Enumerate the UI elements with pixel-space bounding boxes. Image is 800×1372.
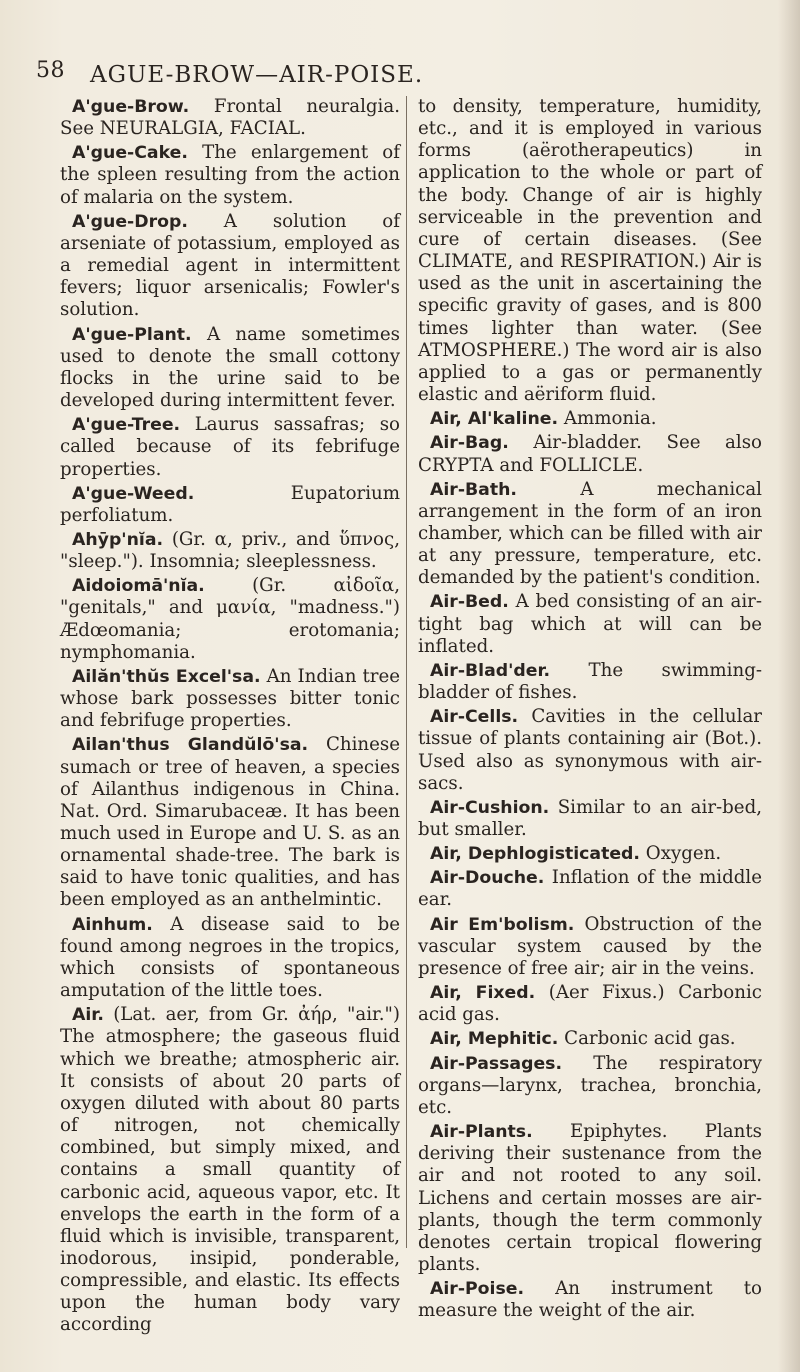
dictionary-entry (60, 1004, 400, 1336)
entry-definition: An Indian tree whose bark possesses bitter tonic and febrifuge properties. (60, 665, 400, 732)
entry-headword: Ahȳp'nĭa. (72, 529, 164, 550)
entry-headword: Air, Fixed. (430, 983, 536, 1004)
entry-definition: A bed consisting of an air-tight bag which at will can be inflated. (418, 591, 762, 657)
dictionary-entry (60, 666, 400, 732)
entry-definition: (Aer Fixus.) Carbonic acid gas. (418, 982, 762, 1026)
entry-headword: Ainhum. (72, 914, 153, 935)
dictionary-entry (418, 914, 762, 980)
entry-definition: to density, temperature, humidity, etc., and it is employed in various forms (aërotherapeutics) in application to the whole or part of the body. Change of air is highly serviceable in the prevention and cure of certain diseases. (See CLIMATE, and RESPIRATION.) Air is used as the unit in ascertaining the specific gravity of gases, and is 800 times lighter than water. (See ATMOSPHERE.) The word air is also applied to a gas or permanently elastic and aëriform fluid. (418, 96, 762, 406)
dictionary-entry (418, 408, 762, 430)
right-column (418, 96, 762, 1324)
entry-headword: A'gue-Tree. (72, 415, 181, 436)
dictionary-entry (418, 432, 762, 476)
entry-definition: Eupatorium perfoliatum. (60, 482, 400, 526)
dictionary-entry (60, 324, 400, 413)
page-edge-shadow (778, 0, 800, 1372)
entry-headword: Air-Cells. (430, 707, 519, 728)
entry-headword: Air-Poise. (430, 1279, 525, 1300)
entry-definition: Similar to an air-bed, but smaller. (418, 796, 762, 840)
entry-definition: A solution of arseniate of potassium, employed as a remedial agent in intermittent fevers; liquor arsenicalis; Fowler's solution. (60, 210, 400, 321)
entry-definition: Oxygen. (645, 843, 722, 865)
entry-definition: Carbonic acid gas. (564, 1028, 736, 1050)
entry-definition: (Lat. aer, from Gr. ἀήρ, "air.") The atmosphere; the gaseous fluid which we breathe; atmospheric air. It consists of about 20 parts of oxygen diluted with about 80 parts of nitrogen, not chemically combined, but simply mixed, and contains a small quantity of carbonic acid, aqueous vapor, etc. It envelops the earth in the form of a fluid which is invisible, transparent, inodorous, insipid, ponderable, compressible, and elastic. Its effects upon the human body vary according (60, 1004, 400, 1336)
dictionary-entry (418, 479, 762, 590)
dictionary-entry (418, 1278, 762, 1322)
entry-headword: Air-Blad'der. (430, 660, 551, 681)
entry-headword: A'gue-Plant. (72, 324, 192, 345)
entry-headword: Air-Cushion. (430, 797, 550, 818)
entry-definition: Air-bladder. See also CRYPTA and FOLLICLE. (418, 432, 762, 476)
running-head: AGUE-BROW—AIR-POISE. (90, 62, 424, 88)
column-divider (406, 96, 407, 1248)
entry-definition: Laurus sassafras; so called because of its febrifuge properties. (60, 414, 400, 480)
entry-headword: A'gue-Weed. (72, 483, 195, 504)
entry-definition: Inflation of the middle ear. (418, 867, 762, 911)
entry-headword: Air-Douche. (430, 868, 545, 889)
entry-definition: A name sometimes used to denote the small cottony flocks in the urine said to be developed during intermittent fever. (60, 323, 400, 412)
entry-definition: Ammonia. (563, 408, 657, 430)
left-column (60, 96, 400, 1339)
entry-headword: Air-Passages. (430, 1053, 563, 1074)
entry-definition: Epiphytes. Plants deriving their sustenance from the air and not rooted to any soil. Lichens and certain mosses are air-plants, though the term commonly denotes certain tropical flowering plants. (418, 1121, 762, 1275)
entry-definition: Chinese sumach or tree of heaven, a species of Ailanthus indigenous in China. Nat. Ord. Simarubaceæ. It has been much used in Europe and U. S. as an ornamental shade-tree. The bark is said to have tonic qualities, and has been employed as an anthelmintic. (60, 734, 400, 911)
dictionary-entry (60, 734, 400, 911)
dictionary-entry (60, 575, 400, 664)
dictionary-entry (418, 591, 762, 657)
entry-definition: The respiratory organs—larynx, trachea, bronchia, etc. (418, 1052, 762, 1118)
dictionary-entry (60, 483, 400, 527)
dictionary-entry (60, 914, 400, 1003)
dictionary-entry (60, 211, 400, 322)
entry-headword: Air-Bed. (430, 592, 509, 613)
entry-headword: A'gue-Brow. (72, 97, 190, 117)
entry-definition: An instrument to measure the weight of the air. (418, 1278, 762, 1322)
entry-headword: A'gue-Cake. (72, 143, 188, 164)
dictionary-entry (418, 1053, 762, 1119)
entry-definition: A disease said to be found among negroes in the tropics, which consists of spontaneous amputation of the little toes. (60, 913, 400, 1002)
dictionary-entry (418, 1121, 762, 1276)
entry-definition: A mechanical arrangement in the form of an iron chamber, which can be filled with air at any pressure, temperature, etc. demanded by the patient's condition. (418, 478, 762, 589)
entry-headword: Air, Al'kaline. (430, 409, 559, 430)
dictionary-entry (60, 96, 400, 140)
entry-definition: Frontal neuralgia. See NEURALGIA, FACIAL. (60, 96, 400, 140)
entry-headword: Air, Mephitic. (430, 1029, 559, 1050)
dictionary-entry (418, 1028, 762, 1050)
dictionary-entry (418, 982, 762, 1026)
entry-headword: Ailan'thus Glandŭlō'sa. (72, 735, 309, 756)
entry-definition: The enlargement of the spleen resulting from the action of malaria on the system. (60, 142, 400, 208)
dictionary-entry (418, 797, 762, 841)
entry-headword: Ailăn'thŭs Excel'sa. (72, 666, 261, 687)
entry-definition: Obstruction of the vascular system caused by the presence of free air; air in the veins. (418, 913, 763, 979)
dictionary-entry (418, 706, 762, 795)
dictionary-entry (60, 529, 400, 573)
entry-headword: Aidoiomā'nĭa. (72, 576, 205, 597)
dictionary-entry (418, 867, 762, 911)
entry-headword: Air, Dephlogisticated. (430, 844, 640, 865)
entry-definition: Cavities in the cellular tissue of plants containing air (Bot.). Used also as synonymous with air-sacs. (418, 706, 762, 794)
entry-definition: The swimming-bladder of fishes. (418, 659, 762, 704)
dictionary-entry (60, 142, 400, 208)
dictionary-entry (418, 96, 762, 406)
entry-headword: Air-Plants. (430, 1122, 533, 1143)
dictionary-entry (418, 843, 762, 865)
dictionary-entry (418, 660, 762, 704)
page-header (36, 58, 776, 94)
entry-headword: Air Em'bolism. (430, 914, 575, 935)
entry-definition: (Gr. αἰδοῖα, "genitals," and μανία, "madness.") Ædœomania; erotomania; nymphomania. (60, 575, 400, 663)
entry-headword: Air-Bath. (430, 479, 517, 500)
entry-headword: A'gue-Drop. (72, 211, 188, 232)
entry-headword: Air-Bag. (430, 433, 509, 454)
entry-definition: (Gr. α, priv., and ὕπνος, "sleep."). Insomnia; sleeplessness. (60, 528, 400, 573)
dictionary-entry (60, 414, 400, 480)
page-number: 58 (36, 58, 65, 83)
entry-headword: Air. (72, 1005, 104, 1026)
